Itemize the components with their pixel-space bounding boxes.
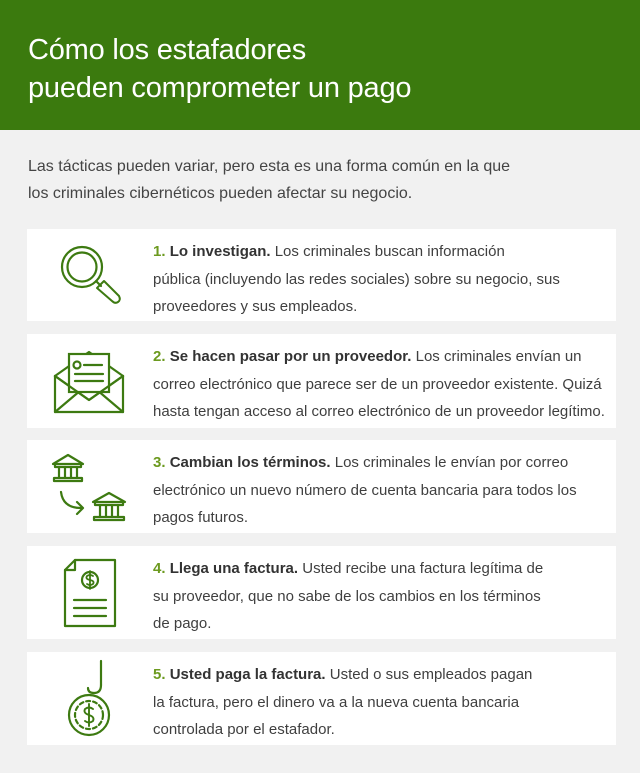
header-banner bbox=[0, 0, 640, 130]
step-body-5-1: Usted o sus empleados pagan bbox=[325, 666, 533, 683]
step-line-3-3: pagos futuros. bbox=[153, 509, 249, 526]
step-text-3 bbox=[153, 449, 608, 532]
step-text-2 bbox=[153, 343, 608, 426]
step-body-4-1: Usted recibe una factura legítima de bbox=[298, 560, 544, 577]
envelope-icon bbox=[39, 334, 139, 428]
step-line-5-2: la factura, pero el dinero va a la nueva cuenta bancaria bbox=[153, 693, 520, 711]
step-lead-5: Usted paga la factura. bbox=[169, 666, 326, 683]
step-number-2: 2. bbox=[153, 348, 166, 365]
step-lead-2: Se hacen pasar por un proveedor. bbox=[169, 348, 412, 365]
step-line-5-1 bbox=[153, 661, 608, 689]
step-number-4: 4. bbox=[153, 560, 166, 577]
step-text-4 bbox=[153, 555, 608, 638]
step-number-5: 5. bbox=[153, 666, 166, 683]
invoice-icon bbox=[39, 546, 139, 639]
step-line-2-1 bbox=[153, 343, 608, 371]
page-title-line-2: pueden comprometer un pago bbox=[28, 72, 412, 104]
step-card-2 bbox=[27, 334, 616, 428]
step-body-2-1: Los criminales envían un bbox=[411, 348, 582, 365]
step-card-5 bbox=[27, 652, 616, 745]
step-line-1-1 bbox=[153, 238, 608, 266]
step-line-3-1 bbox=[153, 449, 608, 477]
step-line-4-1 bbox=[153, 555, 608, 583]
step-line-1-3: proveedores y sus empleados. bbox=[153, 298, 358, 315]
page-title-line-1: Cómo los estafadores bbox=[28, 34, 307, 66]
hooked-coin-icon bbox=[39, 652, 139, 745]
page-title bbox=[28, 31, 640, 107]
step-card-1 bbox=[27, 229, 616, 321]
step-card-4 bbox=[27, 546, 616, 639]
step-text-1 bbox=[153, 238, 608, 321]
intro-line-2: los criminales cibernéticos pueden afectar su negocio. bbox=[28, 185, 413, 202]
step-line-3-2: electrónico un nuevo número de cuenta bancaria para todos los bbox=[153, 481, 577, 499]
step-text-5 bbox=[153, 661, 608, 744]
step-lead-4: Llega una factura. bbox=[169, 560, 299, 577]
step-line-1-2: pública (incluyendo las redes sociales) sobre su negocio, sus bbox=[153, 270, 560, 288]
step-number-3: 3. bbox=[153, 454, 166, 471]
step-body-1-1: Los criminales buscan información bbox=[270, 243, 505, 260]
step-line-4-2: su proveedor, que no sabe de los cambios en los términos bbox=[153, 587, 541, 605]
intro-line-1: Las tácticas pueden variar, pero esta es una forma común en la que bbox=[28, 158, 511, 175]
step-lead-1: Lo investigan. bbox=[169, 243, 271, 260]
step-line-4-3: de pago. bbox=[153, 615, 212, 632]
step-line-2-2: correo electrónico que parece ser de un proveedor existente. Quizá bbox=[153, 375, 602, 393]
bank-transfer-icon bbox=[39, 440, 139, 533]
step-body-3-1: Los criminales le envían por correo bbox=[330, 454, 569, 471]
step-line-5-3: controlada por el estafador. bbox=[153, 721, 335, 738]
magnifying-glass-icon bbox=[39, 229, 139, 321]
step-number-1: 1. bbox=[153, 243, 166, 260]
step-line-2-3: hasta tengan acceso al correo electrónico de un proveedor legítimo. bbox=[153, 403, 605, 420]
step-lead-3: Cambian los términos. bbox=[169, 454, 331, 471]
intro-paragraph bbox=[28, 153, 618, 207]
step-card-3 bbox=[27, 440, 616, 533]
